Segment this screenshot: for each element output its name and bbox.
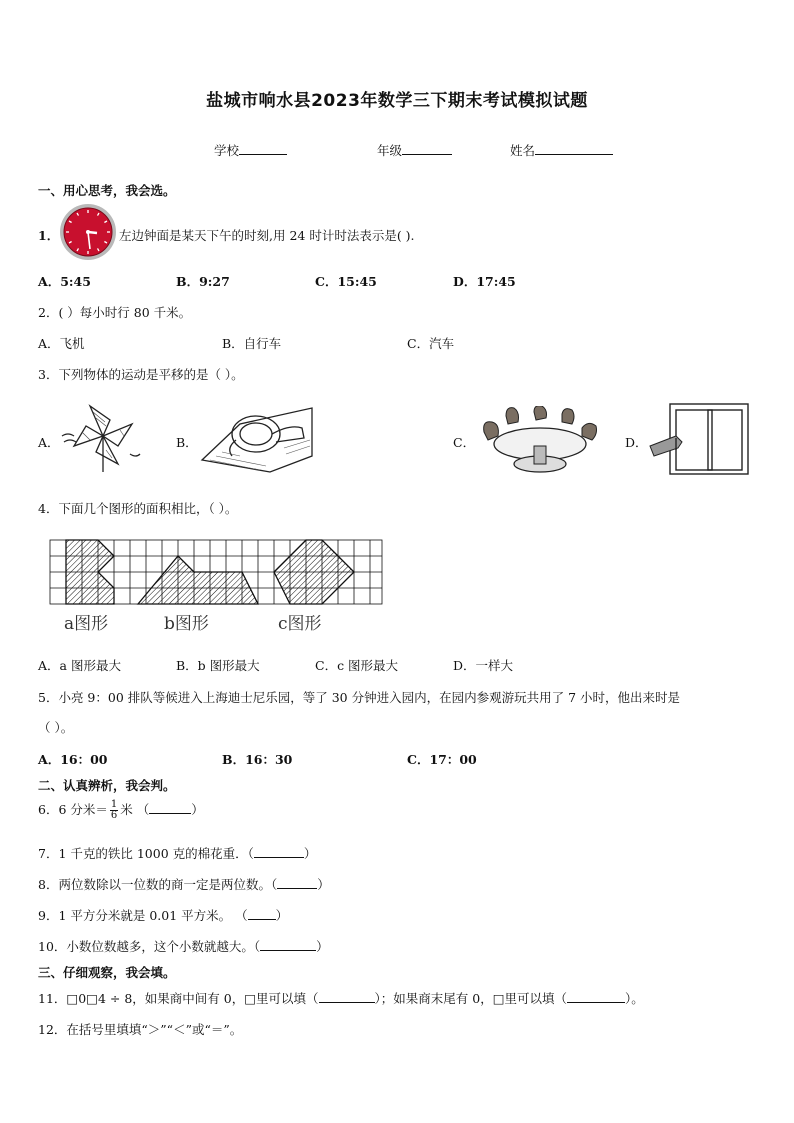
q3-option-b[interactable]: B． xyxy=(176,435,198,450)
q10-answer-blank[interactable] xyxy=(260,939,316,951)
q7-end: ） xyxy=(303,846,317,861)
q10-row xyxy=(38,937,329,955)
school-field xyxy=(214,141,287,159)
q1-option-c[interactable]: C．15:45 xyxy=(315,274,377,289)
q11-row xyxy=(38,989,644,1007)
q8-answer-blank[interactable] xyxy=(277,877,317,889)
q4-option-a[interactable]: A．a 图形最大 xyxy=(38,658,121,673)
q4-text: 4．下面几个图形的面积相比，（ ）。 xyxy=(38,501,238,516)
q8-row xyxy=(38,875,330,893)
name-blank[interactable] xyxy=(535,142,613,155)
q5-option-c[interactable]: C．17：00 xyxy=(407,752,477,767)
q11-text: 11．□0□4 ÷ 8，如果商中间有 0，□里可以填（ xyxy=(38,991,319,1006)
q6-numerator: 1 xyxy=(110,799,118,810)
q3-text: 3．下列物体的运动是平移的是（ ）。 xyxy=(38,367,244,382)
q6-denominator: 6 xyxy=(110,810,118,821)
q9-end: ） xyxy=(275,908,289,923)
carousel-image[interactable] xyxy=(478,406,602,476)
name-field xyxy=(510,141,613,159)
q6-suffix: 米 （ xyxy=(120,802,150,817)
q1-text: 左边钟面是某天下午的时刻,用 24 时计时法表示是( ). xyxy=(119,228,415,243)
q1-option-a[interactable]: A．5:45 xyxy=(38,274,91,289)
q9-text: 9．1 平方分米就是 0.01 平方米。 （ xyxy=(38,908,248,923)
q3-option-d[interactable]: D． xyxy=(625,435,648,450)
q3-option-a[interactable]: A． xyxy=(38,435,60,450)
q8-text: 8．两位数除以一位数的商一定是两位数。（ xyxy=(38,877,278,892)
pinwheel-image[interactable] xyxy=(60,400,142,474)
label-b-figure: b图形 xyxy=(164,614,209,634)
q2-option-b[interactable]: B．自行车 xyxy=(222,336,282,351)
q6-answer-blank[interactable] xyxy=(149,802,191,814)
section-2-heading: 二、认真辨析，我会判。 xyxy=(38,778,176,793)
grade-blank[interactable] xyxy=(402,142,452,155)
q2-option-c[interactable]: C．汽车 xyxy=(407,336,455,351)
q4-option-d[interactable]: D．一样大 xyxy=(453,658,514,673)
label-a-figure: a图形 xyxy=(64,614,109,634)
q5-option-a[interactable]: A．16：00 xyxy=(38,752,108,767)
school-label: 学校 xyxy=(214,143,240,158)
q5-answer-paren[interactable]: （ ）。 xyxy=(38,720,74,735)
q9-answer-blank[interactable] xyxy=(248,908,276,920)
q7-text: 7．1 千克的铁比 1000 克的棉花重．（ xyxy=(38,846,254,861)
q4-option-c[interactable]: C．c 图形最大 xyxy=(315,658,399,673)
q11-blank-2[interactable] xyxy=(567,991,625,1003)
q12-text: 12．在括号里填填“＞”“＜”或“＝”。 xyxy=(38,1022,243,1037)
q1-number: 1． xyxy=(38,228,60,243)
q1-option-b[interactable]: B．9:27 xyxy=(176,274,230,289)
page-title: 盐城市响水县2023年数学三下期末考试模拟试题 xyxy=(206,91,588,111)
q1-option-d[interactable]: D．17:45 xyxy=(453,274,516,289)
q7-answer-blank[interactable] xyxy=(254,846,304,858)
q11-end: ）。 xyxy=(625,991,644,1006)
q2-text: 2．( ）每小时行 80 千米。 xyxy=(38,305,192,320)
q11-blank-1[interactable] xyxy=(319,991,375,1003)
q6-row xyxy=(38,800,204,821)
q11-mid: ）；如果商末尾有 0，□里可以填（ xyxy=(374,991,568,1006)
q6-prefix: 6．6 分米＝ xyxy=(38,802,108,817)
section-1-heading: 一、用心思考，我会选。 xyxy=(38,183,176,198)
q5-text: 5．小亮 9：00 排队等候进入上海迪士尼乐园，等了 30 分钟进入园内，在园内参观游玩共用了 7 小时，他出来时是 xyxy=(38,690,681,705)
q3-option-c[interactable]: C． xyxy=(453,435,476,450)
q4-option-b[interactable]: B．b 图形最大 xyxy=(176,658,260,673)
q7-row xyxy=(38,844,316,862)
q10-text: 10．小数位数越多，这个小数就越大。（ xyxy=(38,939,261,954)
area-grid-figure xyxy=(48,538,384,608)
q2-option-a[interactable]: A．飞机 xyxy=(38,336,85,351)
q8-end: ） xyxy=(317,877,330,892)
grade-field xyxy=(377,141,452,159)
q6-end: ） xyxy=(191,802,204,817)
sliding-window-image[interactable] xyxy=(648,402,750,476)
grade-label: 年级 xyxy=(377,143,403,158)
clock-icon xyxy=(59,203,117,261)
q5-option-b[interactable]: B．16：30 xyxy=(222,752,293,767)
q10-end: ） xyxy=(316,939,329,954)
name-label: 姓名 xyxy=(510,143,536,158)
section-3-heading: 三、仔细观察，我会填。 xyxy=(38,965,176,980)
label-c-figure: c图形 xyxy=(278,614,322,634)
steering-wheel-image[interactable] xyxy=(200,404,314,474)
q9-row xyxy=(38,906,288,924)
q6-fraction xyxy=(110,800,118,821)
school-blank[interactable] xyxy=(239,142,287,155)
